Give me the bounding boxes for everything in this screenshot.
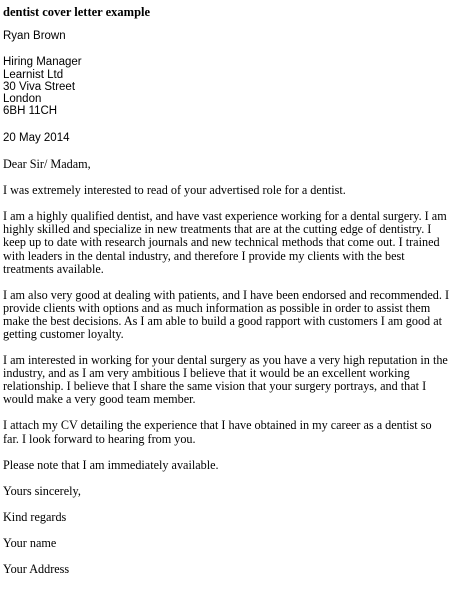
paragraph-interest: I am interested in working for your dental surgery as you have a very high reputation in the industry, and as I am very ambitious I believe that it would be an excellent working relationship. I believe that I share the same vision that your surgery portrays, and that I would make a very good team member. [3, 353, 448, 407]
sender-name: Ryan Brown [3, 30, 66, 42]
recipient-title: Hiring Manager [3, 56, 82, 69]
page-title: dentist cover letter example [3, 5, 151, 19]
paragraph-qualifications: I am a highly qualified dentist, and have vast experience working for a dental surgery. I am highly skilled and specialize in new treatments that are at the cutting edge of dentistry. I keep up to date with research journals and new technical methods that come out. I trained with leaders in the dental industry, and therefore I provide my clients with the best treatments available. [3, 209, 447, 276]
recipient-street: 30 Viva Street [3, 80, 76, 93]
signature-name: Your name [3, 535, 57, 550]
paragraph-patients: I am also very good at dealing with patients, and I have been endorsed and recommended. I provide clients with options and as much information as possible in order to assist them make the best decisions. As I am able to build a good rapport with customers I am good at getting customer loyalty. [3, 287, 450, 342]
paragraph-availability: Please note that I am immediately available. [3, 457, 219, 472]
paragraph-intro: I was extremely interested to read of your advertised role for a dentist. [3, 183, 346, 198]
recipient-postcode: 6BH 11CH [3, 105, 58, 118]
sign-off: Yours sincerely, [3, 483, 81, 498]
salutation: Dear Sir/ Madam, [3, 157, 91, 172]
kind-regards: Kind regards [3, 509, 67, 524]
recipient-city: London [3, 93, 42, 106]
recipient-company: Learnist Ltd [3, 68, 64, 81]
recipient-address [3, 56, 450, 117]
paragraph-cv: I attach my CV detailing the experience that I have obtained in my career as a dentist so far. I look forward to hearing from you. [3, 418, 432, 446]
cover-letter [3, 5, 450, 589]
signature-address: Your Address [3, 562, 70, 577]
letter-date: 20 May 2014 [3, 131, 70, 144]
